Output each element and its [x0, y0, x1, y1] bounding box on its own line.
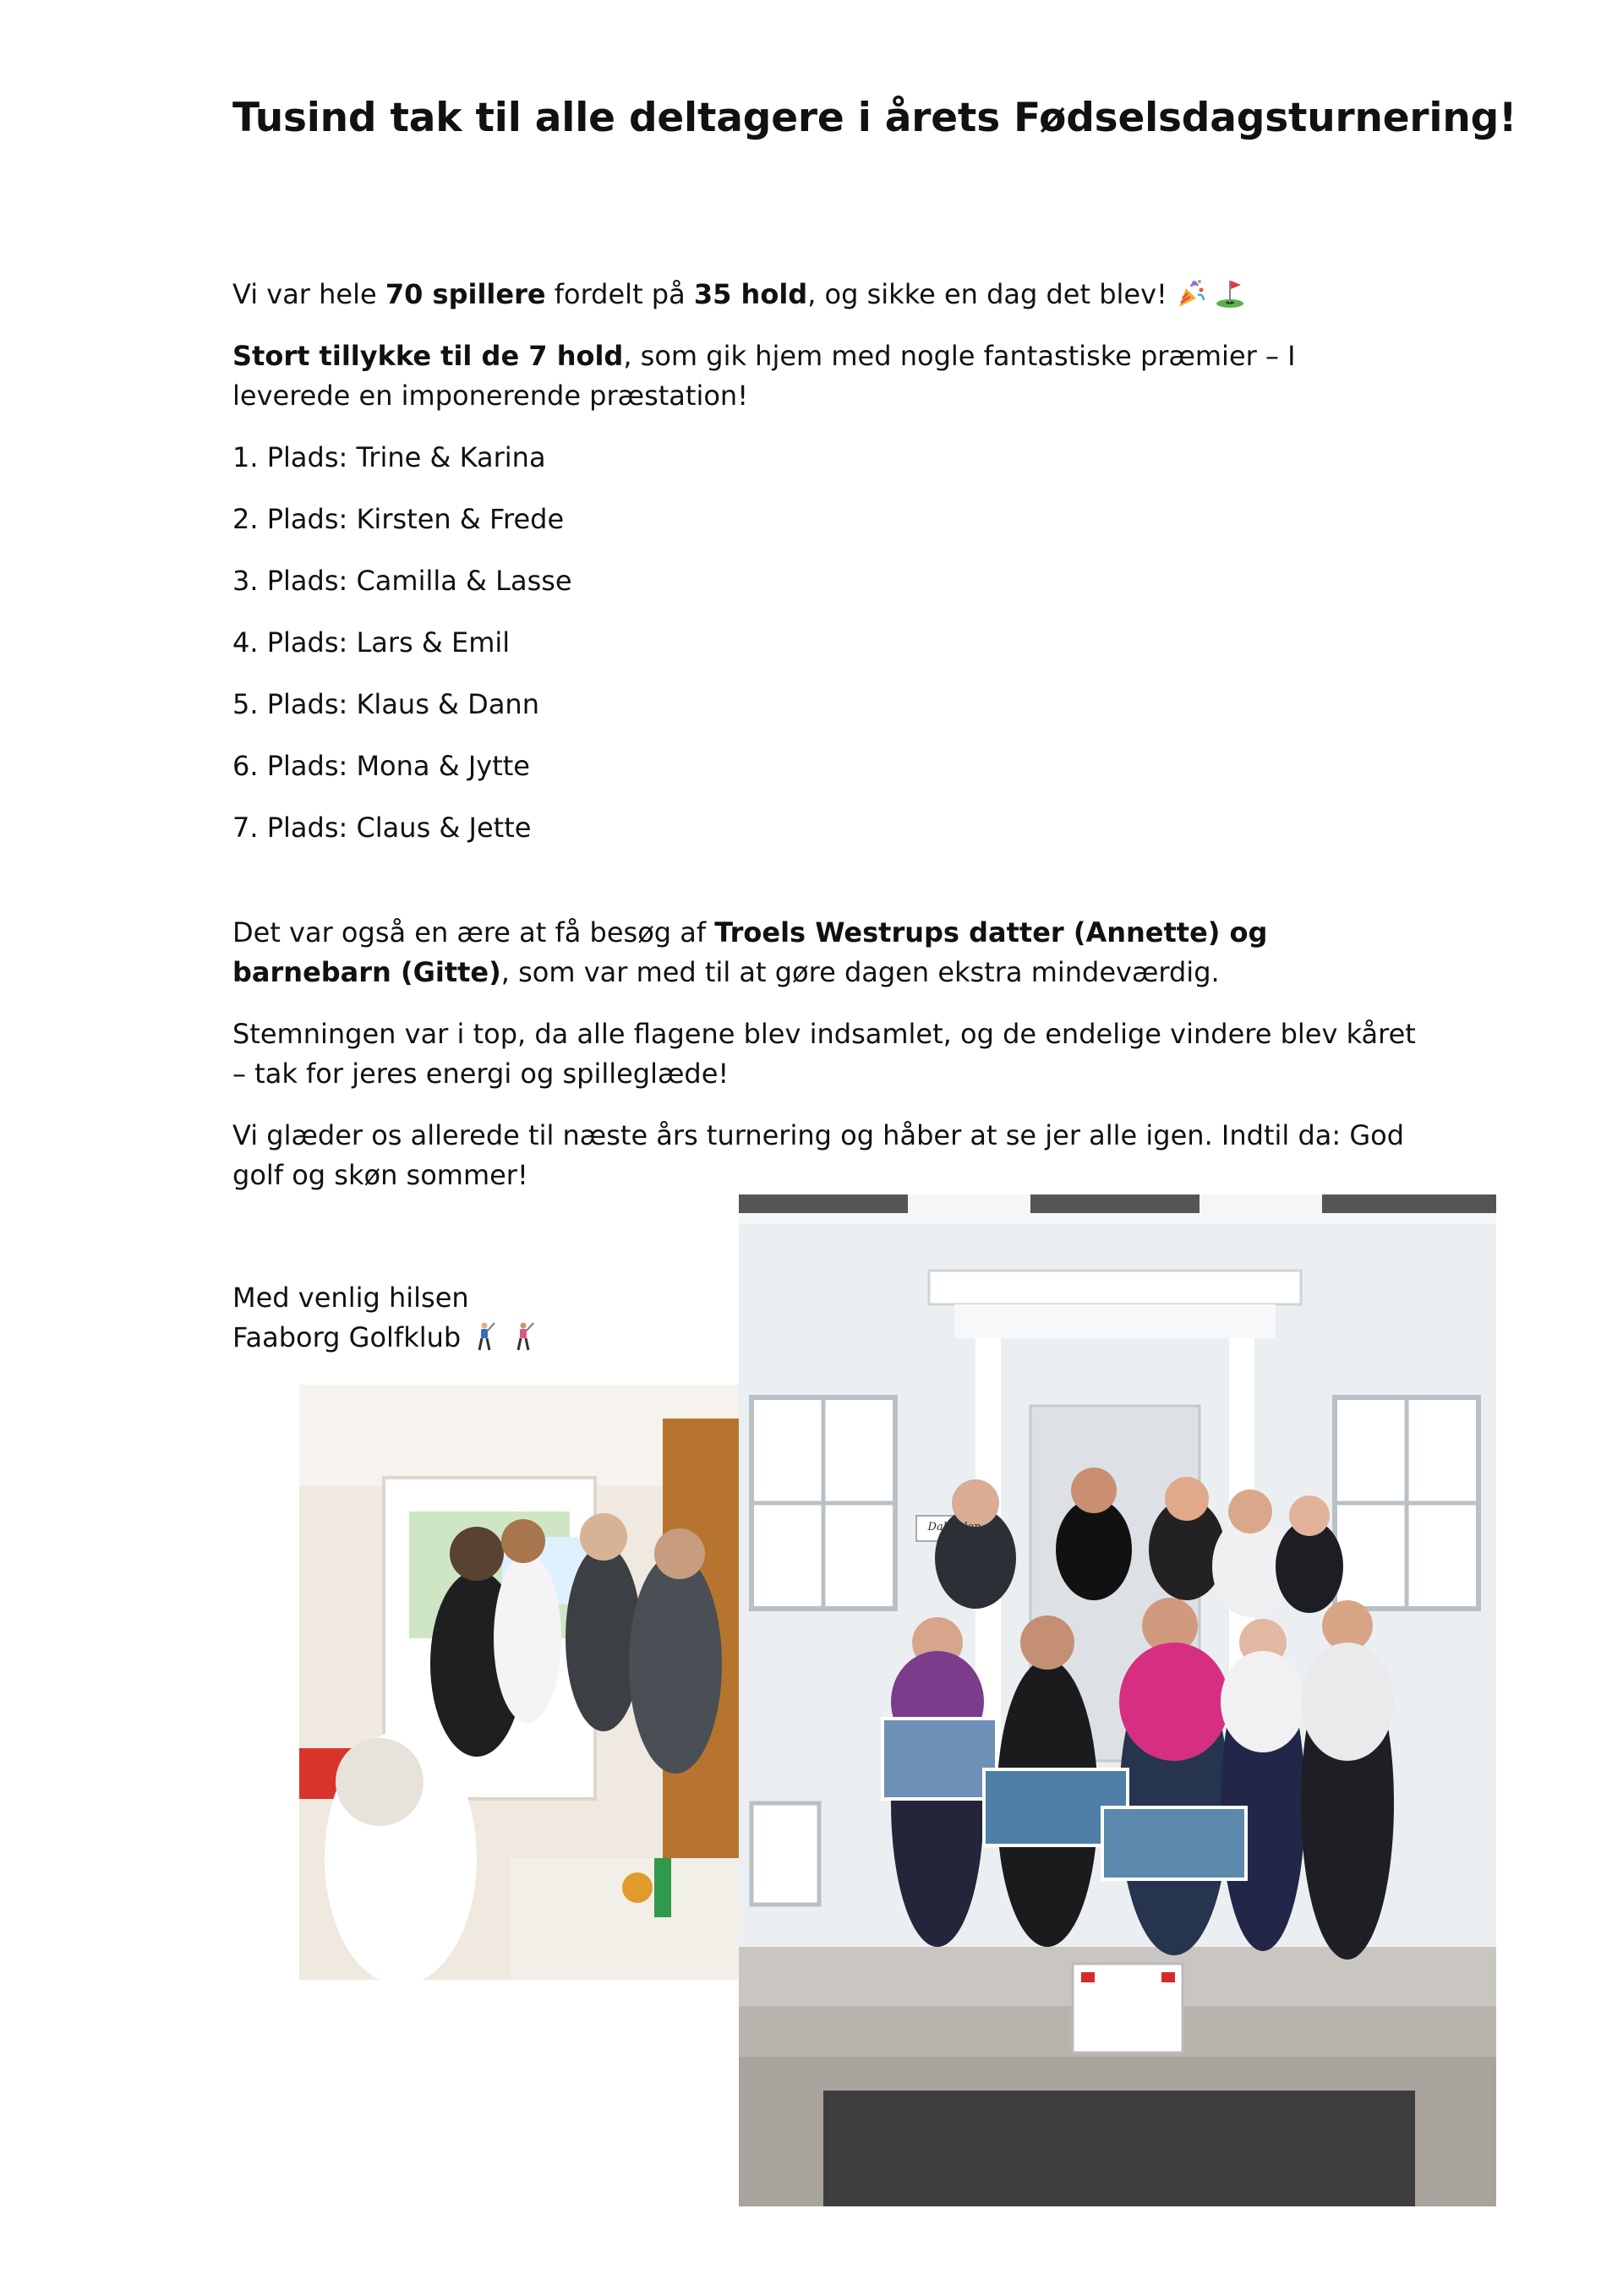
greeting: Med venlig hilsen [232, 1282, 469, 1314]
group-winners-photo [739, 1194, 1496, 2206]
golfer-icon [508, 1321, 538, 1352]
intro-text-end: , og sikke en dag det blev! [807, 278, 1167, 310]
mood-paragraph: Stemningen var i top, da alle flagene blev indsamlet, og de endelige vindere blev kåret – tak for jeres energi og spilleglæde! [232, 1018, 1416, 1090]
congrats-bold: Stort tillykke til de 7 hold [232, 340, 624, 372]
placement-item: 2. Plads: Kirsten & Frede [232, 503, 565, 535]
visit-paragraph [232, 913, 1416, 992]
players-count: 70 spillere [385, 278, 546, 310]
visit-text-end: , som var med til at gøre dagen ekstra mindeværdig. [500, 956, 1220, 988]
intro-text: Vi var hele [232, 278, 385, 310]
placement-item: 7. Plads: Claus & Jette [232, 812, 532, 844]
visit-bold: Troels Westrups datter (Annette) og barnebarn (Gitte) [232, 916, 1268, 988]
placement-item: 1. Plads: Trine & Karina [232, 441, 546, 473]
placement-item: 4. Plads: Lars & Emil [232, 626, 511, 659]
house-sign: Dalkilden [927, 1521, 981, 1533]
placement-item: 3. Plads: Camilla & Lasse [232, 565, 572, 597]
placement-item: 5. Plads: Klaus & Dann [232, 688, 539, 720]
placement-item: 6. Plads: Mona & Jytte [232, 750, 530, 782]
outro-paragraph: Vi glæder os allerede til næste års turnering og håber at se jer alle igen. Indtil da: God golf og skøn sommer! [232, 1119, 1405, 1191]
intro-text-mid: fordelt på [545, 278, 694, 310]
golf-flag-icon [1215, 278, 1245, 309]
club-name: Faaborg Golfklub [232, 1321, 462, 1353]
placements-list [232, 438, 1416, 478]
indoor-prize-photo [299, 1385, 739, 1980]
signoff [232, 1278, 740, 1358]
golfer-icon [469, 1321, 500, 1352]
intro-paragraph [232, 275, 1416, 314]
page-title: Tusind tak til alle deltagere i årets Fødselsdagsturnering! [232, 95, 1517, 141]
teams-count: 35 hold [693, 278, 808, 310]
congrats-text: , som gik hjem med nogle fantastiske præmier – I leverede en imponerende præstation! [232, 340, 1296, 412]
visit-text: Det var også en ære at få besøg af [232, 916, 715, 948]
party-popper-icon [1176, 278, 1206, 309]
congrats-paragraph [232, 336, 1416, 416]
